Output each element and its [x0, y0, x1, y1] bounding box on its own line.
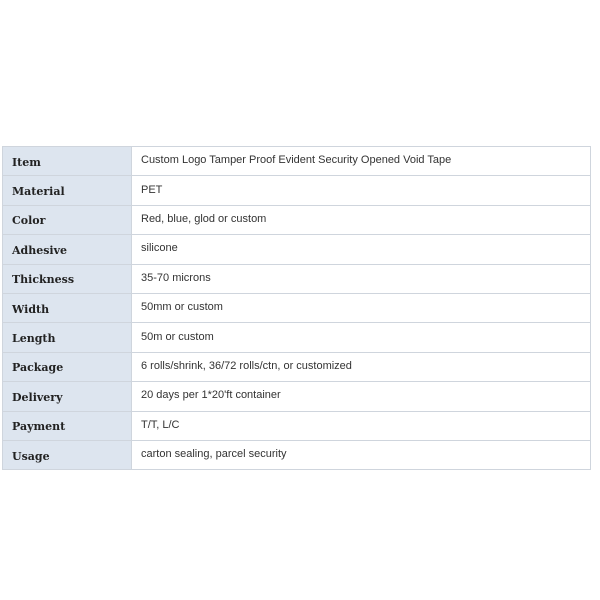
row-label-length: Length: [3, 323, 132, 352]
row-value-width: 50mm or custom: [132, 293, 591, 322]
row-label-color: Color: [3, 205, 132, 234]
table-row: [3, 382, 591, 411]
row-value-item: Custom Logo Tamper Proof Evident Security Opened Void Tape: [132, 147, 591, 176]
table-row: [3, 205, 591, 234]
row-value-thickness: 35-70 microns: [132, 264, 591, 293]
row-label-delivery: Delivery: [3, 382, 132, 411]
row-value-package: 6 rolls/shrink, 36/72 rolls/ctn, or customized: [132, 352, 591, 381]
row-label-material: Material: [3, 176, 132, 205]
row-value-usage: carton sealing, parcel security: [132, 440, 591, 469]
table-row: [3, 352, 591, 381]
table-row: [3, 176, 591, 205]
row-value-adhesive: silicone: [132, 235, 591, 264]
row-label-package: Package: [3, 352, 132, 381]
table-row: [3, 264, 591, 293]
table-row: [3, 147, 591, 176]
table-row: [3, 293, 591, 322]
row-value-material: PET: [132, 176, 591, 205]
row-value-payment: T/T, L/C: [132, 411, 591, 440]
table-row: [3, 235, 591, 264]
row-label-adhesive: Adhesive: [3, 235, 132, 264]
row-value-delivery: 20 days per 1*20'ft container: [132, 382, 591, 411]
row-label-width: Width: [3, 293, 132, 322]
row-label-usage: Usage: [3, 440, 132, 469]
product-spec-table: [2, 146, 591, 470]
table-row: [3, 411, 591, 440]
row-label-thickness: Thickness: [3, 264, 132, 293]
row-value-length: 50m or custom: [132, 323, 591, 352]
row-label-payment: Payment: [3, 411, 132, 440]
row-label-item: Item: [3, 147, 132, 176]
row-value-color: Red, blue, glod or custom: [132, 205, 591, 234]
table-row: [3, 323, 591, 352]
table-row: [3, 440, 591, 469]
